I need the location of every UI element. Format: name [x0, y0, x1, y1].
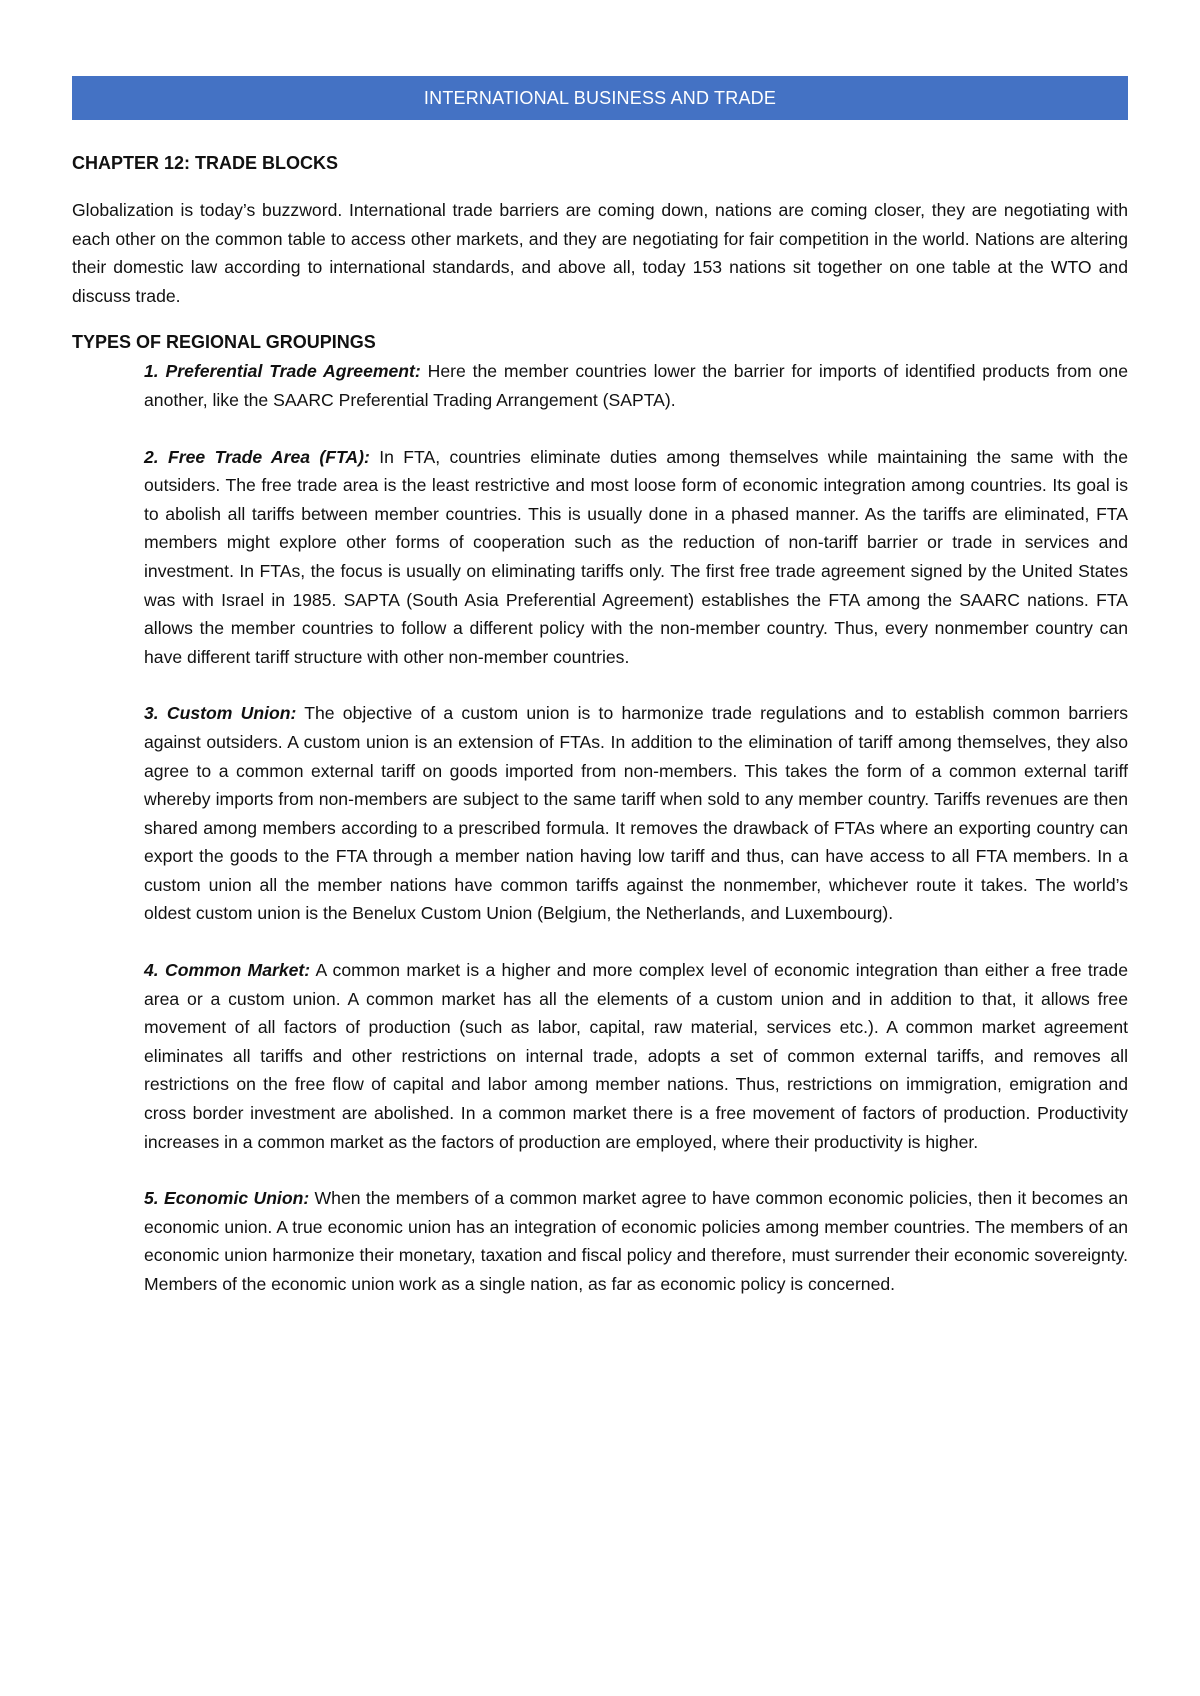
list-item: [144, 1184, 1128, 1298]
item-text: When the members of a common market agree to have common economic policies, then it becomes an economic union. A true economic union has an integration of economic policies among member countries. The members of an economic union harmonize their monetary, taxation and fiscal policy and therefore, must surrender their economic sovereignty. Members of the economic union work as a single nation, as far as economic policy is concerned.: [144, 1188, 1128, 1294]
list-item: [144, 357, 1128, 414]
intro-paragraph: Globalization is today’s buzzword. International trade barriers are coming down, nations are coming closer, they are negotiating with each other on the common table to access other markets, and they are negotiating for fair competition in the world. Nations are altering their domestic law according to international standards, and above all, today 153 nations sit together on one table at the WTO and discuss trade.: [72, 200, 1128, 306]
list-item: [144, 956, 1128, 1156]
item-title: 4. Common Market:: [144, 960, 311, 981]
item-title: 1. Preferential Trade Agreement:: [144, 361, 421, 382]
grouping-list: [144, 357, 1128, 1298]
item-text: The objective of a custom union is to harmonize trade regulations and to establish common barriers against outsiders. A custom union is an extension of FTAs. In addition to the elimination of tariff among themselves, they also agree to a common external tariff on goods imported from non-members. This takes the form of a common external tariff whereby imports from non-members are subject to the same tariff when sold to any member country. Tariffs revenues are then shared among members according to a prescribed formula. It removes the drawback of FTAs where an exporting country can export the goods to the FTA through a member nation having low tariff and thus, can have access to all FTA members. In a custom union all the member nations have common tariffs against the nonmember, whichever route it takes. The world’s oldest custom union is the Benelux Custom Union (Belgium, the Netherlands, and Luxembourg).: [144, 703, 1128, 924]
item-text: A common market is a higher and more complex level of economic integration than either a free trade area or a custom union. A common market has all the elements of a custom union and in addition to that, it allows free movement of all factors of production (such as labor, capital, raw material, services etc.). A common market agreement eliminates all tariffs and other restrictions on internal trade, adopts a set of common external tariffs, and removes all restrictions on the free flow of capital and labor among member nations. Thus, restrictions on immigration, emigration and cross border investment are abolished. In a common market there is a free movement of factors of production. Productivity increases in a common market as the factors of production are employed, where their productivity is higher.: [144, 960, 1128, 1152]
item-title: 2. Free Trade Area (FTA):: [144, 446, 370, 467]
item-text: In FTA, countries eliminate duties among themselves while maintaining the same with the outsiders. The free trade area is the least restrictive and most loose form of economic integration among countries. Its goal is to abolish all tariffs between member countries. This is usually done in a phased manner. As the tariffs are eliminated, FTA members might explore other forms of cooperation such as the reduction of non-tariff barrier or trade in services and investment. In FTAs, the focus is usually on eliminating tariffs only. The first free trade agreement signed by the United States was with Israel in 1985. SAPTA (South Asia Preferential Agreement) establishes the FTA among the SAARC nations. FTA allows the member countries to follow a different policy with the non-member country. Thus, every nonmember country can have different tariff structure with other non-member countries.: [144, 446, 1128, 667]
header-bar: [72, 76, 1128, 120]
chapter-title: CHAPTER 12: TRADE BLOCKS: [72, 153, 339, 173]
item-title: 5. Economic Union:: [144, 1188, 310, 1209]
document-page: [72, 76, 1128, 1299]
list-item: [144, 443, 1128, 672]
item-title: 3. Custom Union:: [144, 703, 297, 724]
list-item: [144, 699, 1128, 928]
section-title: TYPES OF REGIONAL GROUPINGS: [72, 332, 376, 353]
header-title: INTERNATIONAL BUSINESS AND TRADE: [423, 87, 777, 108]
item-text: Here the member countries lower the barrier for imports of identified products from one another, like the SAARC Preferential Trading Arrangement (SAPTA).: [144, 361, 1128, 410]
